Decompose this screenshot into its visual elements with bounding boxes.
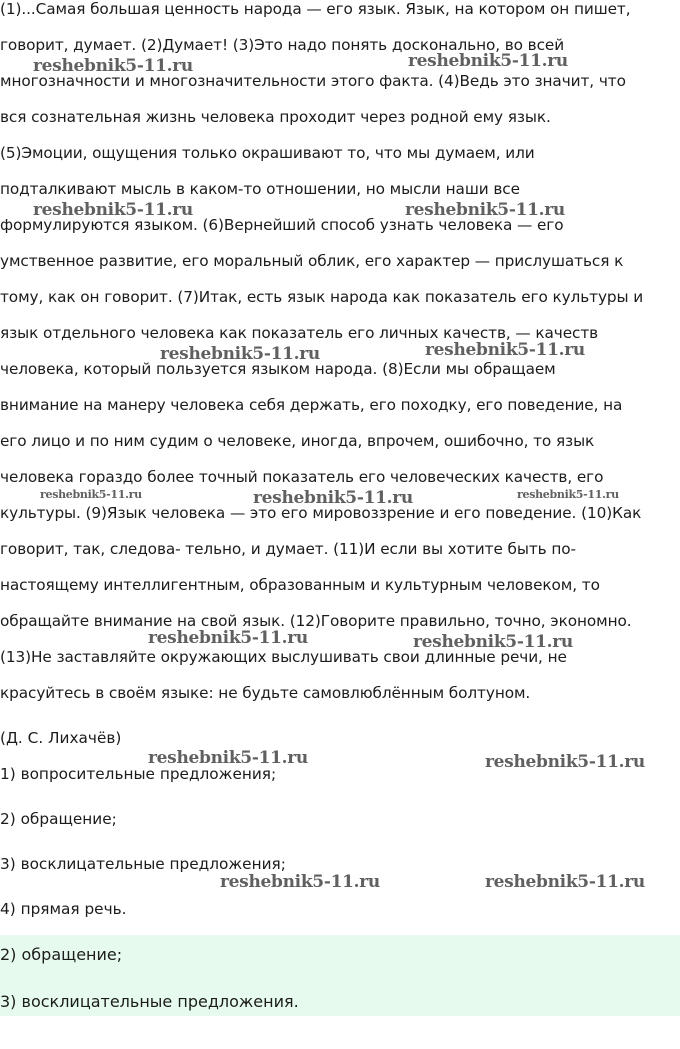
watermark: reshebnik5-11.ru [413,632,573,652]
answer-options-list [0,756,286,936]
text-line: многозначности и многозначительности этого факта. (4)Ведь это значит, что [0,72,626,90]
watermark: reshebnik5-11.ru [160,344,320,364]
text-line: подталкивают мысль в каком-то отношении, но мысли наши все [0,180,520,198]
author-attribution: (Д. С. Лихачёв) [0,729,122,747]
text-line: язык отдельного человека как показатель его личных качеств, — качеств [0,324,599,342]
watermark: reshebnik5-11.ru [33,200,193,220]
text-line: человека гораздо более точный показатель его человеческих качеств, его [0,468,604,486]
answer-line: 2) обращение; [0,945,123,964]
text-line: умственное развитие, его моральный облик, его характер — прислушаться к [0,252,624,270]
text-line: настоящему интеллигентным, образованным и культурным человеком, то [0,576,600,594]
text-line: обращайте внимание на свой язык. (12)Говорите правильно, точно, экономно. [0,612,632,630]
text-line: формулируются языком. (6)Вернейший способ узнать человека — его [0,216,564,234]
watermark: reshebnik5-11.ru [40,488,142,501]
answer-option: 1) вопросительные предложения; [0,765,277,783]
answer-option: 2) обращение; [0,810,117,828]
watermark: reshebnik5-11.ru [485,872,645,892]
text-line: (1)...Самая большая ценность народа — его язык. Язык, на котором он пишет, [0,0,631,18]
watermark: reshebnik5-11.ru [220,872,380,892]
text-line: внимание на манеру человека себя держать, его походку, его поведение, на [0,396,623,414]
watermark: reshebnik5-11.ru [405,200,565,220]
watermark: reshebnik5-11.ru [148,748,308,768]
answer-block [0,935,680,1016]
watermark: reshebnik5-11.ru [408,51,568,71]
text-line: говорит, так, следова- тельно, и думает. (11)И если вы хотите быть по- [0,540,576,558]
watermark: reshebnik5-11.ru [517,488,619,501]
text-line: говорит, думает. (2)Думает! (3)Это надо понять досконально, во всей [0,36,565,54]
text-line: тому, как он говорит. (7)Итак, есть язык народа как показатель его культуры и [0,288,644,306]
answer-option: 3) восклицательные предложения; [0,855,286,873]
text-line: культуры. (9)Язык человека — это его мировоззрение и его поведение. (10)Как [0,504,642,522]
answer-line: 3) восклицательные предложения. [0,992,299,1011]
text-line: вся сознательная жизнь человека проходит через родной ему язык. [0,108,551,126]
text-line: его лицо и по ним судим о человеке, иногда, впрочем, ошибочно, то язык [0,432,595,450]
watermark: reshebnik5-11.ru [253,488,413,508]
watermark: reshebnik5-11.ru [425,340,585,360]
watermark: reshebnik5-11.ru [33,56,193,76]
text-line: (5)Эмоции, ощущения только окрашивают то, что мы думаем, или [0,144,535,162]
text-line: человека, который пользуется языком народа. (8)Если мы обращаем [0,360,556,378]
watermark: reshebnik5-11.ru [485,752,645,772]
watermark: reshebnik5-11.ru [148,628,308,648]
answer-option: 4) прямая речь. [0,900,127,918]
text-line: (13)Не заставляйте окружающих выслушивать свои длинные речи, не [0,648,567,666]
text-line: красуйтесь в своём языке: не будьте самовлюблённым болтуном. [0,684,531,702]
